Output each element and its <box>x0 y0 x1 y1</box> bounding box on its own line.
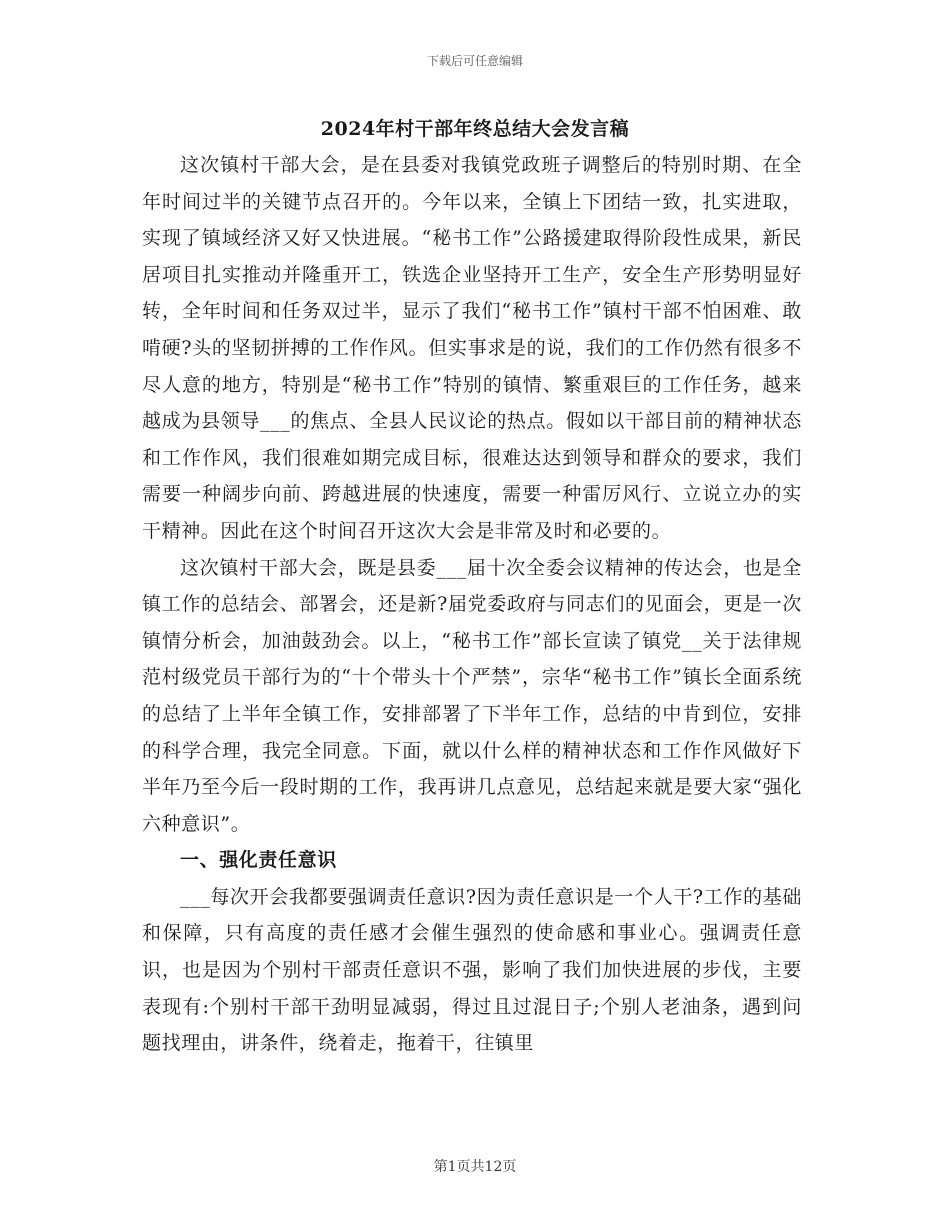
paragraph-1: 这次镇村干部大会，是在县委对我镇党政班子调整后的特别时期、在全年时间过半的关键节点召开的。今年以来，全镇上下团结一致，扎实进取，实现了镇域经济又好又快进展。“秘书工作”公路援建取得阶段性成果，新民居项目扎实推动并隆重开工，铁选企业坚持开工生产，安全生产形势明显好转，全年时间和任务双过半，显示了我们“秘书工作”镇村干部不怕困难、敢啃硬?头的坚韧拼搏的工作作风。但实事求是的说，我们的工作仍然有很多不尽人意的地方，特别是“秘书工作”特别的镇情、繁重艰巨的工作任务，越来越成为县领导___的焦点、全县人民议论的热点。假如以干部目前的精神状态和工作作风，我们很难如期完成目标，很难达达到领导和群众的要求，我们需要一种阔步向前、跨越进展的快速度，需要一种雷厉风行、立说立办的实干精神。因此在这个时间召开这次大会是非常及时和必要的。 <box>142 154 802 542</box>
document-body <box>142 147 802 1062</box>
section-heading-1: 一、强化责任意识 <box>180 849 337 872</box>
paragraph-3: ___每次开会我都要强调责任意识?因为责任意识是一个人干?工作的基础和保障，只有高度的责任感才会催生强烈的使命感和事业心。强调责任意识，也是因为个别村干部责任意识不强，影响了我们加快进展的步伐，主要表现有:个别村干部干劲明显减弱，得过且过混日子;个别人老油条，遇到问题找理由，讲条件，绕着走，拖着干，往镇里 <box>142 885 802 1055</box>
paragraph-2: 这次镇村干部大会，既是县委___届十次全委会议精神的传达会，也是全镇工作的总结会、部署会，还是新?届党委政府与同志们的见面会，更是一次镇情分析会，加油鼓劲会。以上，“秘书工作”部长宣读了镇党__关于法律规范村级党员干部行为的“十个带头十个严禁”，宗华“秘书工作”镇长全面系统的总结了上半年全镇工作，安排部署了下半年工作，总结的中肯到位，安排的科学合理，我完全同意。下面，就以什么样的精神状态和工作作风做好下半年乃至今后一段时期的工作，我再讲几点意见，总结起来就是要大家“强化六种意识”。 <box>142 556 802 835</box>
page-footer: 第1页共12页 <box>433 1159 517 1175</box>
document-title: 2024年村干部年终总结大会发言稿 <box>320 118 630 140</box>
header-note: 下载后可任意编辑 <box>426 54 523 68</box>
